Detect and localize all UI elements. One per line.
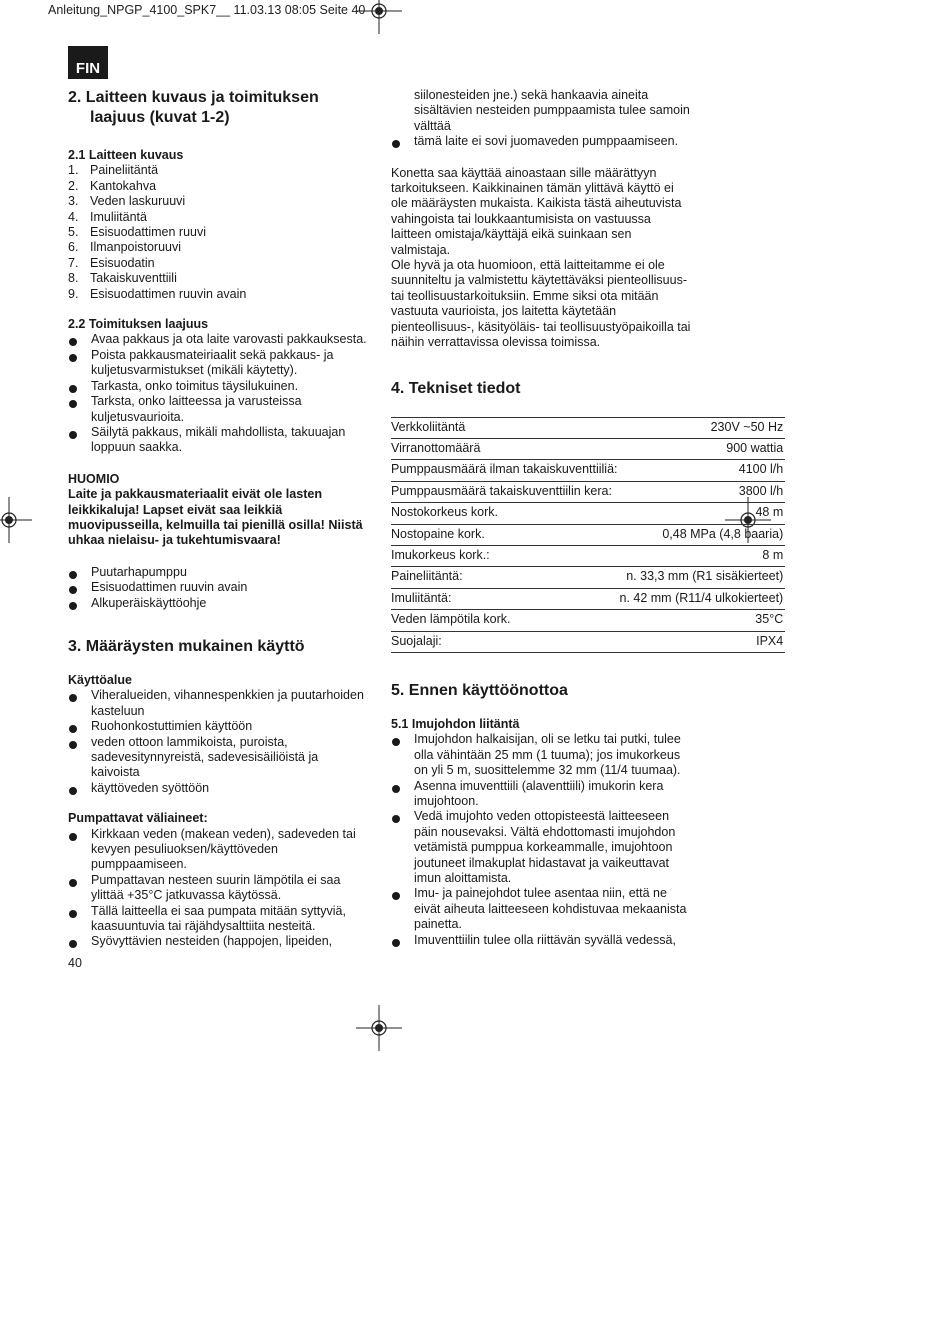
list-item: Esisuodattimen ruuvin avain	[68, 580, 368, 595]
list-item: Poista pakkausmateiriaalit sekä pakkaus- ja kuljetusvarmistukset (mikäli käytetty).	[68, 348, 368, 379]
table-row: Imuliitäntä: n. 42 mm (R11/4 ulkokierteet)	[391, 588, 785, 609]
section-3-title: 3. Määräysten mukainen käyttö	[68, 637, 305, 655]
section-2-1-title: 2.1 Laitteen kuvaus	[68, 148, 184, 162]
section-5-title: 5. Ennen käyttöönottoa	[391, 681, 568, 699]
section-5-1-title: 5.1 Imujohdon liitäntä	[391, 716, 520, 731]
table-row: Pumppausmäärä takaiskuventtiilin kera: 3800 l/h	[391, 481, 785, 502]
table-row: Virranottomäärä 900 wattia	[391, 438, 785, 459]
table-row: Veden lämpötila kork. 35°C	[391, 610, 785, 631]
list-item: Syövyttävien nesteiden (happojen, lipeiden,	[68, 934, 368, 949]
list-item: Ruohonkostuttimien käyttöön	[68, 719, 368, 734]
list-item: 2. Kantokahva	[68, 178, 157, 193]
bullet-icon	[69, 385, 77, 393]
technical-data-table	[391, 417, 785, 653]
registration-mark-icon	[356, 0, 402, 34]
warning-text: Laite ja pakkausmateriaalit eivät ole lasten leikkikaluja! Lapset eivät saa leikkiä muovipusseilla, kelmuilla tai pienillä osilla! Niistä uhkaa nielaisu- ja tukehtumisvaara!	[68, 487, 363, 548]
page-number: 40	[68, 956, 82, 970]
list-item: Imuventtiilin tulee olla riittävän syvällä vedessä,	[391, 933, 691, 948]
list-item: 4. Imuliitäntä	[68, 209, 147, 224]
list-item: Säilytä pakkaus, mikäli mahdollista, takuuajan loppuun saakka.	[68, 425, 368, 456]
bullet-icon	[69, 787, 77, 795]
bullet-icon	[392, 939, 400, 947]
table-row: Paineliitäntä: n. 33,3 mm (R1 sisäkierteet)	[391, 567, 785, 588]
list-item: Tarksta, onko laitteessa ja varusteissa kuljetusvaurioita.	[68, 394, 368, 425]
list-item: Asenna imuventtiili (alaventtiili) imukorin kera imujohtoon.	[391, 779, 691, 810]
list-item: Pumpattavan nesteen suurin lämpötila ei saa ylittää +35°C jatkuvassa käytössä.	[68, 873, 368, 904]
list-item: Tarkasta, onko toimitus täysilukuinen.	[68, 379, 368, 394]
list-item: 6. Ilmanpoistoruuvi	[68, 240, 182, 255]
contents-list	[68, 565, 368, 611]
warning-title: HUOMIO	[68, 471, 120, 486]
bullet-icon	[69, 400, 77, 408]
usage-area-title: Käyttöalue	[68, 672, 132, 687]
list-item: tämä laite ei sovi juomaveden pumppaamiseen.	[391, 134, 691, 149]
bullet-icon	[69, 602, 77, 610]
list-item: Imu- ja painejohdot tulee asentaa niin, että ne eivät aiheuta laitteeseen kohdistuvaa mekaanista painetta.	[391, 886, 691, 932]
list-item: Imujohdon halkaisijan, oli se letku tai putki, tulee olla vähintään 25 mm (1 tuuma); jos imukorkeus on yli 5 m, suosittelemme 32 mm (11/4 tuumaa).	[391, 732, 691, 778]
bullet-icon	[69, 910, 77, 918]
bullet-icon	[69, 338, 77, 346]
liability-paragraph: Ole hyvä ja ota huomioon, että laitteitamme ei ole suunniteltu ja valmistettu käytettäväksi pienteollisuus- tai teollisuustarkoituksiin. Emme siksi ota mitään vastuuta vaurioista, jos laitetta käytetään pienteollisuus-, käsityöläis- tai teollisuustyöpaikoilla tai näihin verrattavissa olevissa toimissa.	[391, 258, 691, 350]
table-row: Pumppausmäärä ilman takaiskuventtiiliä: 4100 l/h	[391, 460, 785, 481]
list-item: 3. Veden laskuruuvi	[68, 194, 186, 209]
bullet-icon	[392, 738, 400, 746]
bullet-icon	[69, 571, 77, 579]
left-column	[68, 88, 368, 950]
print-header: Anleitung_NPGP_4100_SPK7__ 11.03.13 08:05 Seite 40	[48, 3, 366, 17]
bullet-icon	[69, 586, 77, 594]
bullet-icon	[69, 431, 77, 439]
bullet-icon	[69, 879, 77, 887]
table-row: Nostokorkeus kork. 48 m	[391, 503, 785, 524]
list-item: 8. Takaiskuventtiili	[68, 271, 177, 286]
list-item: veden ottoon lammikoista, puroista, sadevesitynnyreistä, sadevesisäiliöistä ja kaivoista	[68, 735, 368, 781]
bullet-icon	[69, 694, 77, 702]
pumped-media-title: Pumpattavat väliaineet:	[68, 811, 208, 826]
bullet-icon	[69, 741, 77, 749]
language-badge: FIN	[68, 46, 108, 79]
bullet-icon	[392, 892, 400, 900]
section-2-title: 2. Laitteen kuvaus ja toimituksen laajuus (kuvat 1-2)	[68, 89, 319, 126]
bullet-icon	[69, 833, 77, 841]
pumped-media-extra-list	[391, 134, 691, 149]
bullet-icon	[69, 940, 77, 948]
list-item: käyttöveden syöttöön	[68, 781, 368, 796]
table-row: Imukorkeus kork.: 8 m	[391, 545, 785, 566]
suction-line-list	[391, 732, 691, 948]
section-2-2-title: 2.2 Toimituksen laajuus	[68, 317, 209, 332]
parts-list	[68, 163, 368, 302]
list-item: Alkuperäiskäyttöohje	[68, 596, 368, 611]
list-item: Viheralueiden, vihannespenkkien ja puutarhoiden kasteluun	[68, 688, 368, 719]
bullet-icon	[69, 725, 77, 733]
list-item: Vedä imujohto veden ottopisteestä laitteeseen päin nousevaksi. Vältä ehdottomasti imujohdon vetämistä pumppua korkeammalle, imujohtoon joutuneet ilmakuplat hidastavat ja vaikeuttavat imun aloittamista.	[391, 809, 691, 886]
table-row: Suojalaji: IPX4	[391, 631, 785, 652]
registration-mark-icon	[356, 1005, 402, 1051]
list-item: Tällä laitteella ei saa pumpata mitään syttyviä, kaasuuntuvia tai räjähdysalttiita nesteitä.	[68, 904, 368, 935]
bullet-icon	[392, 140, 400, 148]
section-4-title: 4. Tekniset tiedot	[391, 379, 521, 397]
pumped-media-list	[68, 827, 368, 950]
list-item: 7. Esisuodatin	[68, 255, 155, 270]
table-row: Verkkoliitäntä 230V ~50 Hz	[391, 417, 785, 438]
bullet-icon	[392, 815, 400, 823]
list-item: 1. Paineliitäntä	[68, 163, 159, 178]
bullet-icon	[69, 354, 77, 362]
delivery-steps-list	[68, 332, 368, 455]
list-item: Puutarhapumppu	[68, 565, 368, 580]
registration-mark-icon	[0, 497, 32, 543]
bullet-icon	[392, 785, 400, 793]
table-row: Nostopaine kork. 0,48 MPa (4,8 baaria)	[391, 524, 785, 545]
list-item: 9. Esisuodattimen ruuvin avain	[68, 286, 247, 301]
list-item: Avaa pakkaus ja ota laite varovasti pakkauksesta.	[68, 332, 368, 347]
intended-use-paragraph: Konetta saa käyttää ainoastaan sille määrättyyn tarkoitukseen. Kaikkinainen tämän ylittävä käyttö ei ole määräysten mukaista. Kaikista tästä aiheutuvista vahingoista tai loukkaantumisista on vastuussa laitteen omistaja/käyttäjä eikä suinkaan sen valmistaja.	[391, 165, 682, 257]
list-item: Kirkkaan veden (makean veden), sadeveden tai kevyen pesuliuoksen/käyttöveden pumppaamiseen.	[68, 827, 368, 873]
right-column	[391, 88, 784, 948]
usage-area-list	[68, 688, 368, 796]
list-item: 5. Esisuodattimen ruuvi	[68, 225, 207, 240]
continued-text: siilonesteiden jne.) sekä hankaavia aineita sisältävien nesteiden pumppaamista tulee samoin välttää	[414, 88, 690, 133]
